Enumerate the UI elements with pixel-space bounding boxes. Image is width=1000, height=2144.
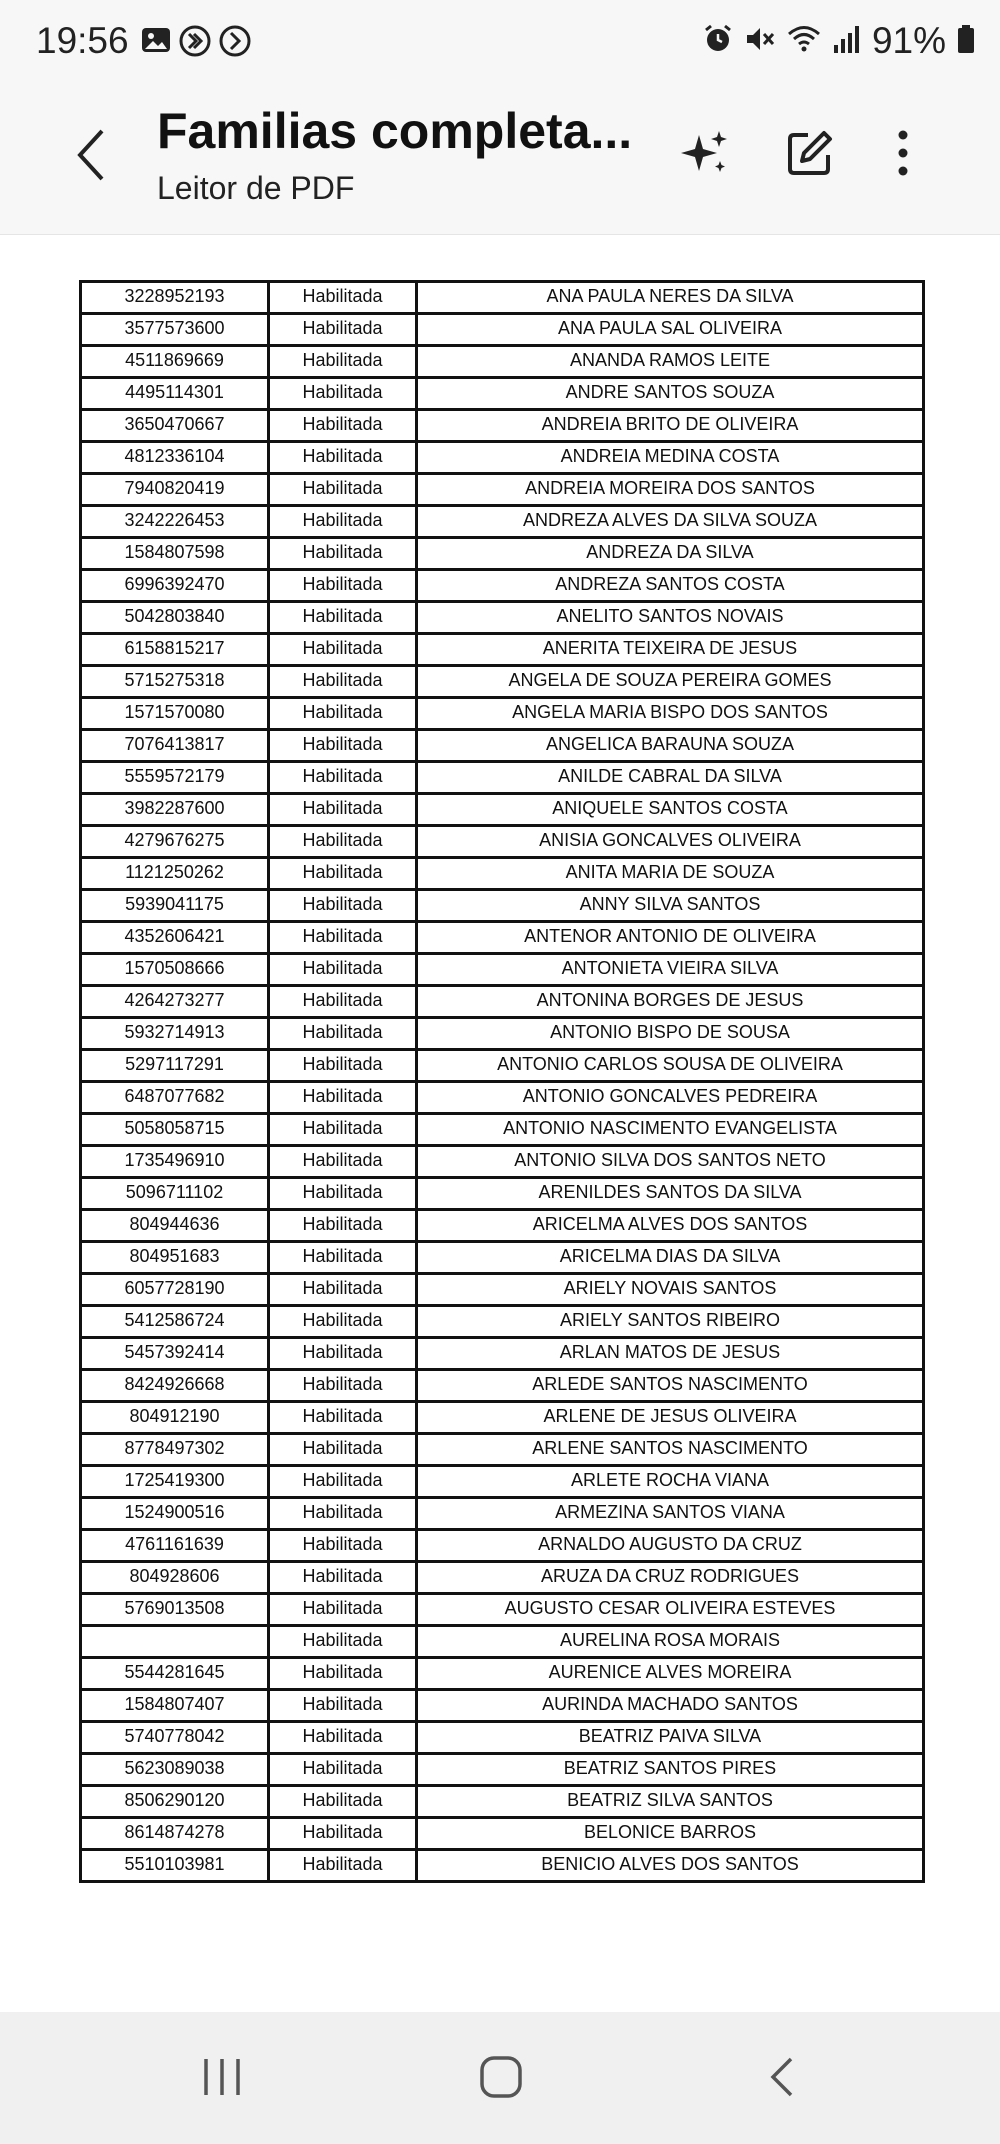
name-cell: ARLETE ROCHA VIANA xyxy=(417,1466,924,1498)
status-cell: Habilitada xyxy=(269,762,417,794)
name-cell: ANDREZA SANTOS COSTA xyxy=(417,570,924,602)
navigation-bar xyxy=(0,2012,1000,2144)
app-subtitle: Leitor de PDF xyxy=(157,170,355,206)
status-cell: Habilitada xyxy=(269,378,417,410)
status-cell: Habilitada xyxy=(269,1786,417,1818)
status-cell: Habilitada xyxy=(269,1722,417,1754)
family-code-cell: 1524900516 xyxy=(81,1498,269,1530)
name-cell: ANTONIO BISPO DE SOUSA xyxy=(417,1018,924,1050)
table-row xyxy=(81,1818,924,1850)
family-code-cell: 5297117291 xyxy=(81,1050,269,1082)
table-row xyxy=(81,1466,924,1498)
name-cell: AUGUSTO CESAR OLIVEIRA ESTEVES xyxy=(417,1594,924,1626)
nav-back-button[interactable] xyxy=(738,2042,828,2112)
app-bar xyxy=(0,90,1000,235)
system-icons xyxy=(702,20,976,62)
table-row xyxy=(81,794,924,826)
table-row xyxy=(81,666,924,698)
name-cell: ANGELICA BARAUNA SOUZA xyxy=(417,730,924,762)
table-row xyxy=(81,698,924,730)
name-cell: ARICELMA ALVES DOS SANTOS xyxy=(417,1210,924,1242)
name-cell: ANNY SILVA SANTOS xyxy=(417,890,924,922)
name-cell: ARLEDE SANTOS NASCIMENTO xyxy=(417,1370,924,1402)
family-code-cell xyxy=(81,1626,269,1658)
name-cell: ARENILDES SANTOS DA SILVA xyxy=(417,1178,924,1210)
status-cell: Habilitada xyxy=(269,1818,417,1850)
name-cell: ANGELA DE SOUZA PEREIRA GOMES xyxy=(417,666,924,698)
family-code-cell: 3242226453 xyxy=(81,506,269,538)
table-row xyxy=(81,1786,924,1818)
status-cell: Habilitada xyxy=(269,1178,417,1210)
name-cell: BEATRIZ SANTOS PIRES xyxy=(417,1754,924,1786)
status-cell: Habilitada xyxy=(269,922,417,954)
table-row xyxy=(81,1626,924,1658)
family-code-cell: 6996392470 xyxy=(81,570,269,602)
status-cell: Habilitada xyxy=(269,1274,417,1306)
family-code-cell: 4495114301 xyxy=(81,378,269,410)
gallery-icon xyxy=(140,24,172,63)
name-cell: ANTONIETA VIEIRA SILVA xyxy=(417,954,924,986)
family-code-cell: 3650470667 xyxy=(81,410,269,442)
table-row xyxy=(81,890,924,922)
family-code-cell: 5058058715 xyxy=(81,1114,269,1146)
status-cell: Habilitada xyxy=(269,1434,417,1466)
status-cell: Habilitada xyxy=(269,826,417,858)
table-row xyxy=(81,1690,924,1722)
media-icon xyxy=(218,24,252,63)
family-code-cell: 1570508666 xyxy=(81,954,269,986)
family-code-cell: 5042803840 xyxy=(81,602,269,634)
table-row xyxy=(81,1210,924,1242)
name-cell: ANDREIA MEDINA COSTA xyxy=(417,442,924,474)
family-code-cell: 6057728190 xyxy=(81,1274,269,1306)
status-cell: Habilitada xyxy=(269,1146,417,1178)
table-row xyxy=(81,762,924,794)
status-cell: Habilitada xyxy=(269,314,417,346)
status-cell: Habilitada xyxy=(269,1050,417,1082)
table-row xyxy=(81,1178,924,1210)
table-row xyxy=(81,634,924,666)
name-cell: BENICIO ALVES DOS SANTOS xyxy=(417,1850,924,1882)
family-code-cell: 5715275318 xyxy=(81,666,269,698)
table-row xyxy=(81,826,924,858)
table-row xyxy=(81,506,924,538)
table-row xyxy=(81,378,924,410)
table-row xyxy=(81,538,924,570)
name-cell: BELONICE BARROS xyxy=(417,1818,924,1850)
status-cell: Habilitada xyxy=(269,1210,417,1242)
name-cell: AURINDA MACHADO SANTOS xyxy=(417,1690,924,1722)
table-row xyxy=(81,1370,924,1402)
family-code-cell: 5412586724 xyxy=(81,1306,269,1338)
home-icon xyxy=(479,2055,523,2099)
name-cell: ANELITO SANTOS NOVAIS xyxy=(417,602,924,634)
family-code-cell: 1584807407 xyxy=(81,1690,269,1722)
edit-icon xyxy=(784,127,836,179)
table-row xyxy=(81,1850,924,1882)
back-arrow-icon xyxy=(72,125,112,185)
table-row xyxy=(81,1402,924,1434)
family-code-cell: 5544281645 xyxy=(81,1658,269,1690)
name-cell: ANA PAULA SAL OLIVEIRA xyxy=(417,314,924,346)
name-cell: ARICELMA DIAS DA SILVA xyxy=(417,1242,924,1274)
status-cell: Habilitada xyxy=(269,570,417,602)
status-cell: Habilitada xyxy=(269,634,417,666)
table-row xyxy=(81,1274,924,1306)
home-button[interactable] xyxy=(456,2042,546,2112)
status-cell: Habilitada xyxy=(269,410,417,442)
table-row xyxy=(81,1498,924,1530)
name-cell: ANITA MARIA DE SOUZA xyxy=(417,858,924,890)
table-row xyxy=(81,1434,924,1466)
status-cell: Habilitada xyxy=(269,1754,417,1786)
name-cell: ANTONIO CARLOS SOUSA DE OLIVEIRA xyxy=(417,1050,924,1082)
family-code-cell: 7940820419 xyxy=(81,474,269,506)
family-code-cell: 804928606 xyxy=(81,1562,269,1594)
family-code-cell: 6487077682 xyxy=(81,1082,269,1114)
status-cell: Habilitada xyxy=(269,1530,417,1562)
table-row xyxy=(81,1530,924,1562)
name-cell: ARIELY SANTOS RIBEIRO xyxy=(417,1306,924,1338)
name-cell: ANIQUELE SANTOS COSTA xyxy=(417,794,924,826)
family-code-cell: 804912190 xyxy=(81,1402,269,1434)
status-cell: Habilitada xyxy=(269,1658,417,1690)
status-cell: Habilitada xyxy=(269,1114,417,1146)
name-cell: ANISIA GONCALVES OLIVEIRA xyxy=(417,826,924,858)
status-cell: Habilitada xyxy=(269,858,417,890)
name-cell: ANA PAULA NERES DA SILVA xyxy=(417,282,924,314)
family-code-cell: 6158815217 xyxy=(81,634,269,666)
table-row xyxy=(81,1754,924,1786)
status-cell: Habilitada xyxy=(269,1018,417,1050)
status-cell: Habilitada xyxy=(269,1690,417,1722)
family-code-cell: 4279676275 xyxy=(81,826,269,858)
table-row xyxy=(81,602,924,634)
status-time: 19:56 xyxy=(36,20,129,61)
name-cell: BEATRIZ PAIVA SILVA xyxy=(417,1722,924,1754)
family-code-cell: 1584807598 xyxy=(81,538,269,570)
status-cell: Habilitada xyxy=(269,794,417,826)
family-code-cell: 5096711102 xyxy=(81,1178,269,1210)
alarm-icon xyxy=(702,23,734,60)
status-cell: Habilitada xyxy=(269,1498,417,1530)
more-vertical-icon xyxy=(893,127,913,179)
document-title: Familias completa... xyxy=(157,103,633,159)
table-row xyxy=(81,730,924,762)
name-cell: ANDREZA DA SILVA xyxy=(417,538,924,570)
name-cell: ANILDE CABRAL DA SILVA xyxy=(417,762,924,794)
battery-level: 91% xyxy=(871,20,946,61)
family-code-cell: 8506290120 xyxy=(81,1786,269,1818)
table-row xyxy=(81,1338,924,1370)
status-cell: Habilitada xyxy=(269,1850,417,1882)
name-cell: ANTONIO NASCIMENTO EVANGELISTA xyxy=(417,1114,924,1146)
wifi-icon xyxy=(786,23,822,60)
name-cell: ARNALDO AUGUSTO DA CRUZ xyxy=(417,1530,924,1562)
table-row xyxy=(81,1050,924,1082)
family-code-cell: 4264273277 xyxy=(81,986,269,1018)
status-cell: Habilitada xyxy=(269,1370,417,1402)
table-row xyxy=(81,1018,924,1050)
status-cell: Habilitada xyxy=(269,1338,417,1370)
table-row xyxy=(81,1146,924,1178)
status-cell: Habilitada xyxy=(269,1562,417,1594)
family-code-cell: 1725419300 xyxy=(81,1466,269,1498)
table-row xyxy=(81,858,924,890)
table-row xyxy=(81,1722,924,1754)
family-code-cell: 3577573600 xyxy=(81,314,269,346)
family-code-cell: 5740778042 xyxy=(81,1722,269,1754)
name-cell: ARMEZINA SANTOS VIANA xyxy=(417,1498,924,1530)
table-row xyxy=(81,346,924,378)
family-code-cell: 3982287600 xyxy=(81,794,269,826)
table-row xyxy=(81,474,924,506)
family-code-cell: 5559572179 xyxy=(81,762,269,794)
mute-icon xyxy=(744,23,776,60)
status-cell: Habilitada xyxy=(269,1082,417,1114)
more-options-button[interactable] xyxy=(868,118,938,188)
table-row xyxy=(81,986,924,1018)
edit-button[interactable] xyxy=(775,118,845,188)
status-cell: Habilitada xyxy=(269,1242,417,1274)
table-row xyxy=(81,570,924,602)
families-table xyxy=(79,280,925,1883)
family-code-cell: 1735496910 xyxy=(81,1146,269,1178)
status-cell: Habilitada xyxy=(269,538,417,570)
table-body xyxy=(81,282,924,1882)
status-bar xyxy=(0,0,1000,90)
table-row xyxy=(81,954,924,986)
status-cell: Habilitada xyxy=(269,602,417,634)
family-code-cell: 1121250262 xyxy=(81,858,269,890)
family-code-cell: 1571570080 xyxy=(81,698,269,730)
name-cell: ANDRE SANTOS SOUZA xyxy=(417,378,924,410)
table-row xyxy=(81,1306,924,1338)
family-code-cell: 4352606421 xyxy=(81,922,269,954)
table-row xyxy=(81,442,924,474)
family-code-cell: 5932714913 xyxy=(81,1018,269,1050)
family-code-cell: 4812336104 xyxy=(81,442,269,474)
family-code-cell: 804944636 xyxy=(81,1210,269,1242)
table-row xyxy=(81,1242,924,1274)
status-cell: Habilitada xyxy=(269,1306,417,1338)
status-cell: Habilitada xyxy=(269,730,417,762)
name-cell: ANTONIO SILVA DOS SANTOS NETO xyxy=(417,1146,924,1178)
table-row xyxy=(81,1594,924,1626)
signal-icon xyxy=(832,23,862,60)
status-cell: Habilitada xyxy=(269,1594,417,1626)
status-cell: Habilitada xyxy=(269,666,417,698)
family-code-cell: 4761161639 xyxy=(81,1530,269,1562)
pdf-page[interactable] xyxy=(0,236,1000,2012)
family-code-cell: 8614874278 xyxy=(81,1818,269,1850)
status-cell: Habilitada xyxy=(269,442,417,474)
name-cell: ANTONINA BORGES DE JESUS xyxy=(417,986,924,1018)
table-row xyxy=(81,922,924,954)
table-row xyxy=(81,1114,924,1146)
back-button[interactable] xyxy=(62,120,122,190)
status-cell: Habilitada xyxy=(269,954,417,986)
media-icon xyxy=(178,24,212,63)
sparkle-icon xyxy=(679,127,731,179)
family-code-cell: 5939041175 xyxy=(81,890,269,922)
name-cell: AURELINA ROSA MORAIS xyxy=(417,1626,924,1658)
name-cell: ANDREIA BRITO DE OLIVEIRA xyxy=(417,410,924,442)
family-code-cell: 804951683 xyxy=(81,1242,269,1274)
status-cell: Habilitada xyxy=(269,474,417,506)
table-row xyxy=(81,410,924,442)
table-row xyxy=(81,1082,924,1114)
name-cell: BEATRIZ SILVA SANTOS xyxy=(417,1786,924,1818)
table-row xyxy=(81,1658,924,1690)
ai-assist-button[interactable] xyxy=(670,118,740,188)
recent-apps-button[interactable] xyxy=(177,2042,267,2112)
name-cell: ANTONIO GONCALVES PEDREIRA xyxy=(417,1082,924,1114)
notification-icons xyxy=(140,24,252,63)
name-cell: ANTENOR ANTONIO DE OLIVEIRA xyxy=(417,922,924,954)
family-code-cell: 5623089038 xyxy=(81,1754,269,1786)
family-code-cell: 5769013508 xyxy=(81,1594,269,1626)
status-cell: Habilitada xyxy=(269,1466,417,1498)
family-code-cell: 8424926668 xyxy=(81,1370,269,1402)
name-cell: ARLENE SANTOS NASCIMENTO xyxy=(417,1434,924,1466)
name-cell: ARLAN MATOS DE JESUS xyxy=(417,1338,924,1370)
status-cell: Habilitada xyxy=(269,1626,417,1658)
family-code-cell: 5510103981 xyxy=(81,1850,269,1882)
table-row xyxy=(81,282,924,314)
name-cell: ANDREZA ALVES DA SILVA SOUZA xyxy=(417,506,924,538)
table-row xyxy=(81,1562,924,1594)
recent-apps-icon xyxy=(200,2055,244,2099)
family-code-cell: 8778497302 xyxy=(81,1434,269,1466)
status-cell: Habilitada xyxy=(269,282,417,314)
name-cell: ANANDA RAMOS LEITE xyxy=(417,346,924,378)
status-cell: Habilitada xyxy=(269,506,417,538)
status-cell: Habilitada xyxy=(269,986,417,1018)
name-cell: ANERITA TEIXEIRA DE JESUS xyxy=(417,634,924,666)
family-code-cell: 3228952193 xyxy=(81,282,269,314)
family-code-cell: 7076413817 xyxy=(81,730,269,762)
battery-icon xyxy=(956,23,976,60)
family-code-cell: 5457392414 xyxy=(81,1338,269,1370)
nav-back-icon xyxy=(761,2055,805,2099)
status-cell: Habilitada xyxy=(269,698,417,730)
name-cell: ARLENE DE JESUS OLIVEIRA xyxy=(417,1402,924,1434)
name-cell: ARIELY NOVAIS SANTOS xyxy=(417,1274,924,1306)
status-cell: Habilitada xyxy=(269,1402,417,1434)
name-cell: ANDREIA MOREIRA DOS SANTOS xyxy=(417,474,924,506)
table-row xyxy=(81,314,924,346)
name-cell: ANGELA MARIA BISPO DOS SANTOS xyxy=(417,698,924,730)
status-cell: Habilitada xyxy=(269,346,417,378)
family-code-cell: 4511869669 xyxy=(81,346,269,378)
status-cell: Habilitada xyxy=(269,890,417,922)
name-cell: AURENICE ALVES MOREIRA xyxy=(417,1658,924,1690)
name-cell: ARUZA DA CRUZ RODRIGUES xyxy=(417,1562,924,1594)
